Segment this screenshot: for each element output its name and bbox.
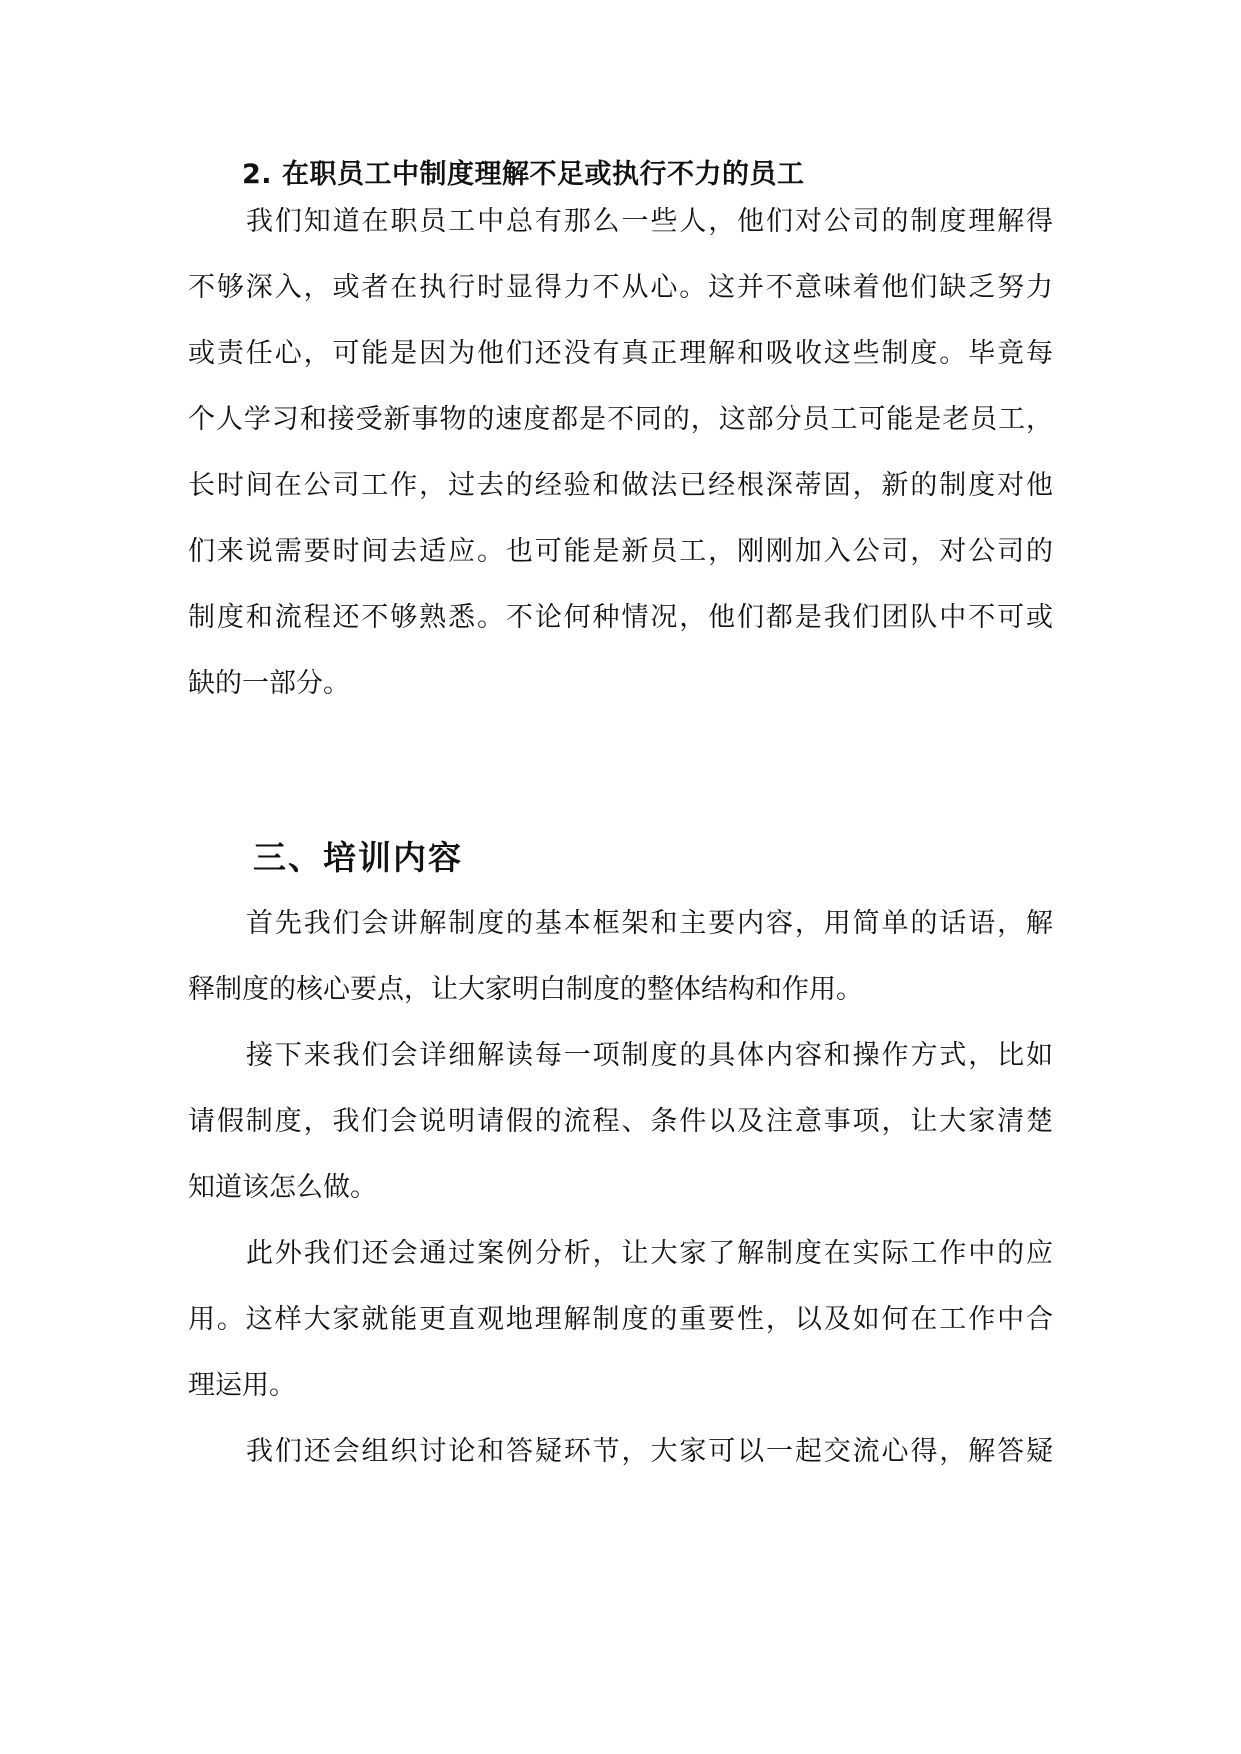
text-line: 个人学习和接受新事物的速度都是不同的，这部分员工可能是老员工， <box>188 404 1053 435</box>
section-heading: 三、培训内容 <box>253 838 463 877</box>
text-line: 请假制度，我们会说明请假的流程、条件以及注意事项，让大家清楚 <box>188 1106 1053 1137</box>
text-line: 或责任心，可能是因为他们还没有真正理解和吸收这些制度。毕竟每 <box>188 338 1053 369</box>
text-line: 知道该怎么做。 <box>188 1172 377 1203</box>
text-line: 不够深入，或者在执行时显得力不从心。这并不意味着他们缺乏努力 <box>188 272 1053 303</box>
text-line: 此外我们还会通过案例分析，让大家了解制度在实际工作中的应 <box>246 1238 1053 1269</box>
text-line: 首先我们会讲解制度的基本框架和主要内容，用简单的话语，解 <box>246 908 1053 939</box>
text-line: 接下来我们会详细解读每一项制度的具体内容和操作方式，比如 <box>246 1040 1053 1071</box>
text-line: 释制度的核心要点，让大家明白制度的整体结构和作用。 <box>188 974 863 1005</box>
text-line: 长时间在公司工作，过去的经验和做法已经根深蒂固，新的制度对他 <box>188 470 1053 501</box>
text-line: 制度和流程还不够熟悉。不论何种情况，他们都是我们团队中不可或 <box>188 602 1053 633</box>
sub-heading: 2. 在职员工中制度理解不足或执行不力的员工 <box>242 159 805 190</box>
text-line: 们来说需要时间去适应。也可能是新员工，刚刚加入公司，对公司的 <box>188 536 1053 567</box>
text-line: 理运用。 <box>188 1370 296 1401</box>
text-line: 缺的一部分。 <box>188 668 350 699</box>
text-line: 我们还会组织讨论和答疑环节，大家可以一起交流心得，解答疑 <box>246 1436 1053 1467</box>
text-line: 用。这样大家就能更直观地理解制度的重要性，以及如何在工作中合 <box>188 1304 1053 1335</box>
text-line: 我们知道在职员工中总有那么一些人，他们对公司的制度理解得 <box>246 206 1053 237</box>
